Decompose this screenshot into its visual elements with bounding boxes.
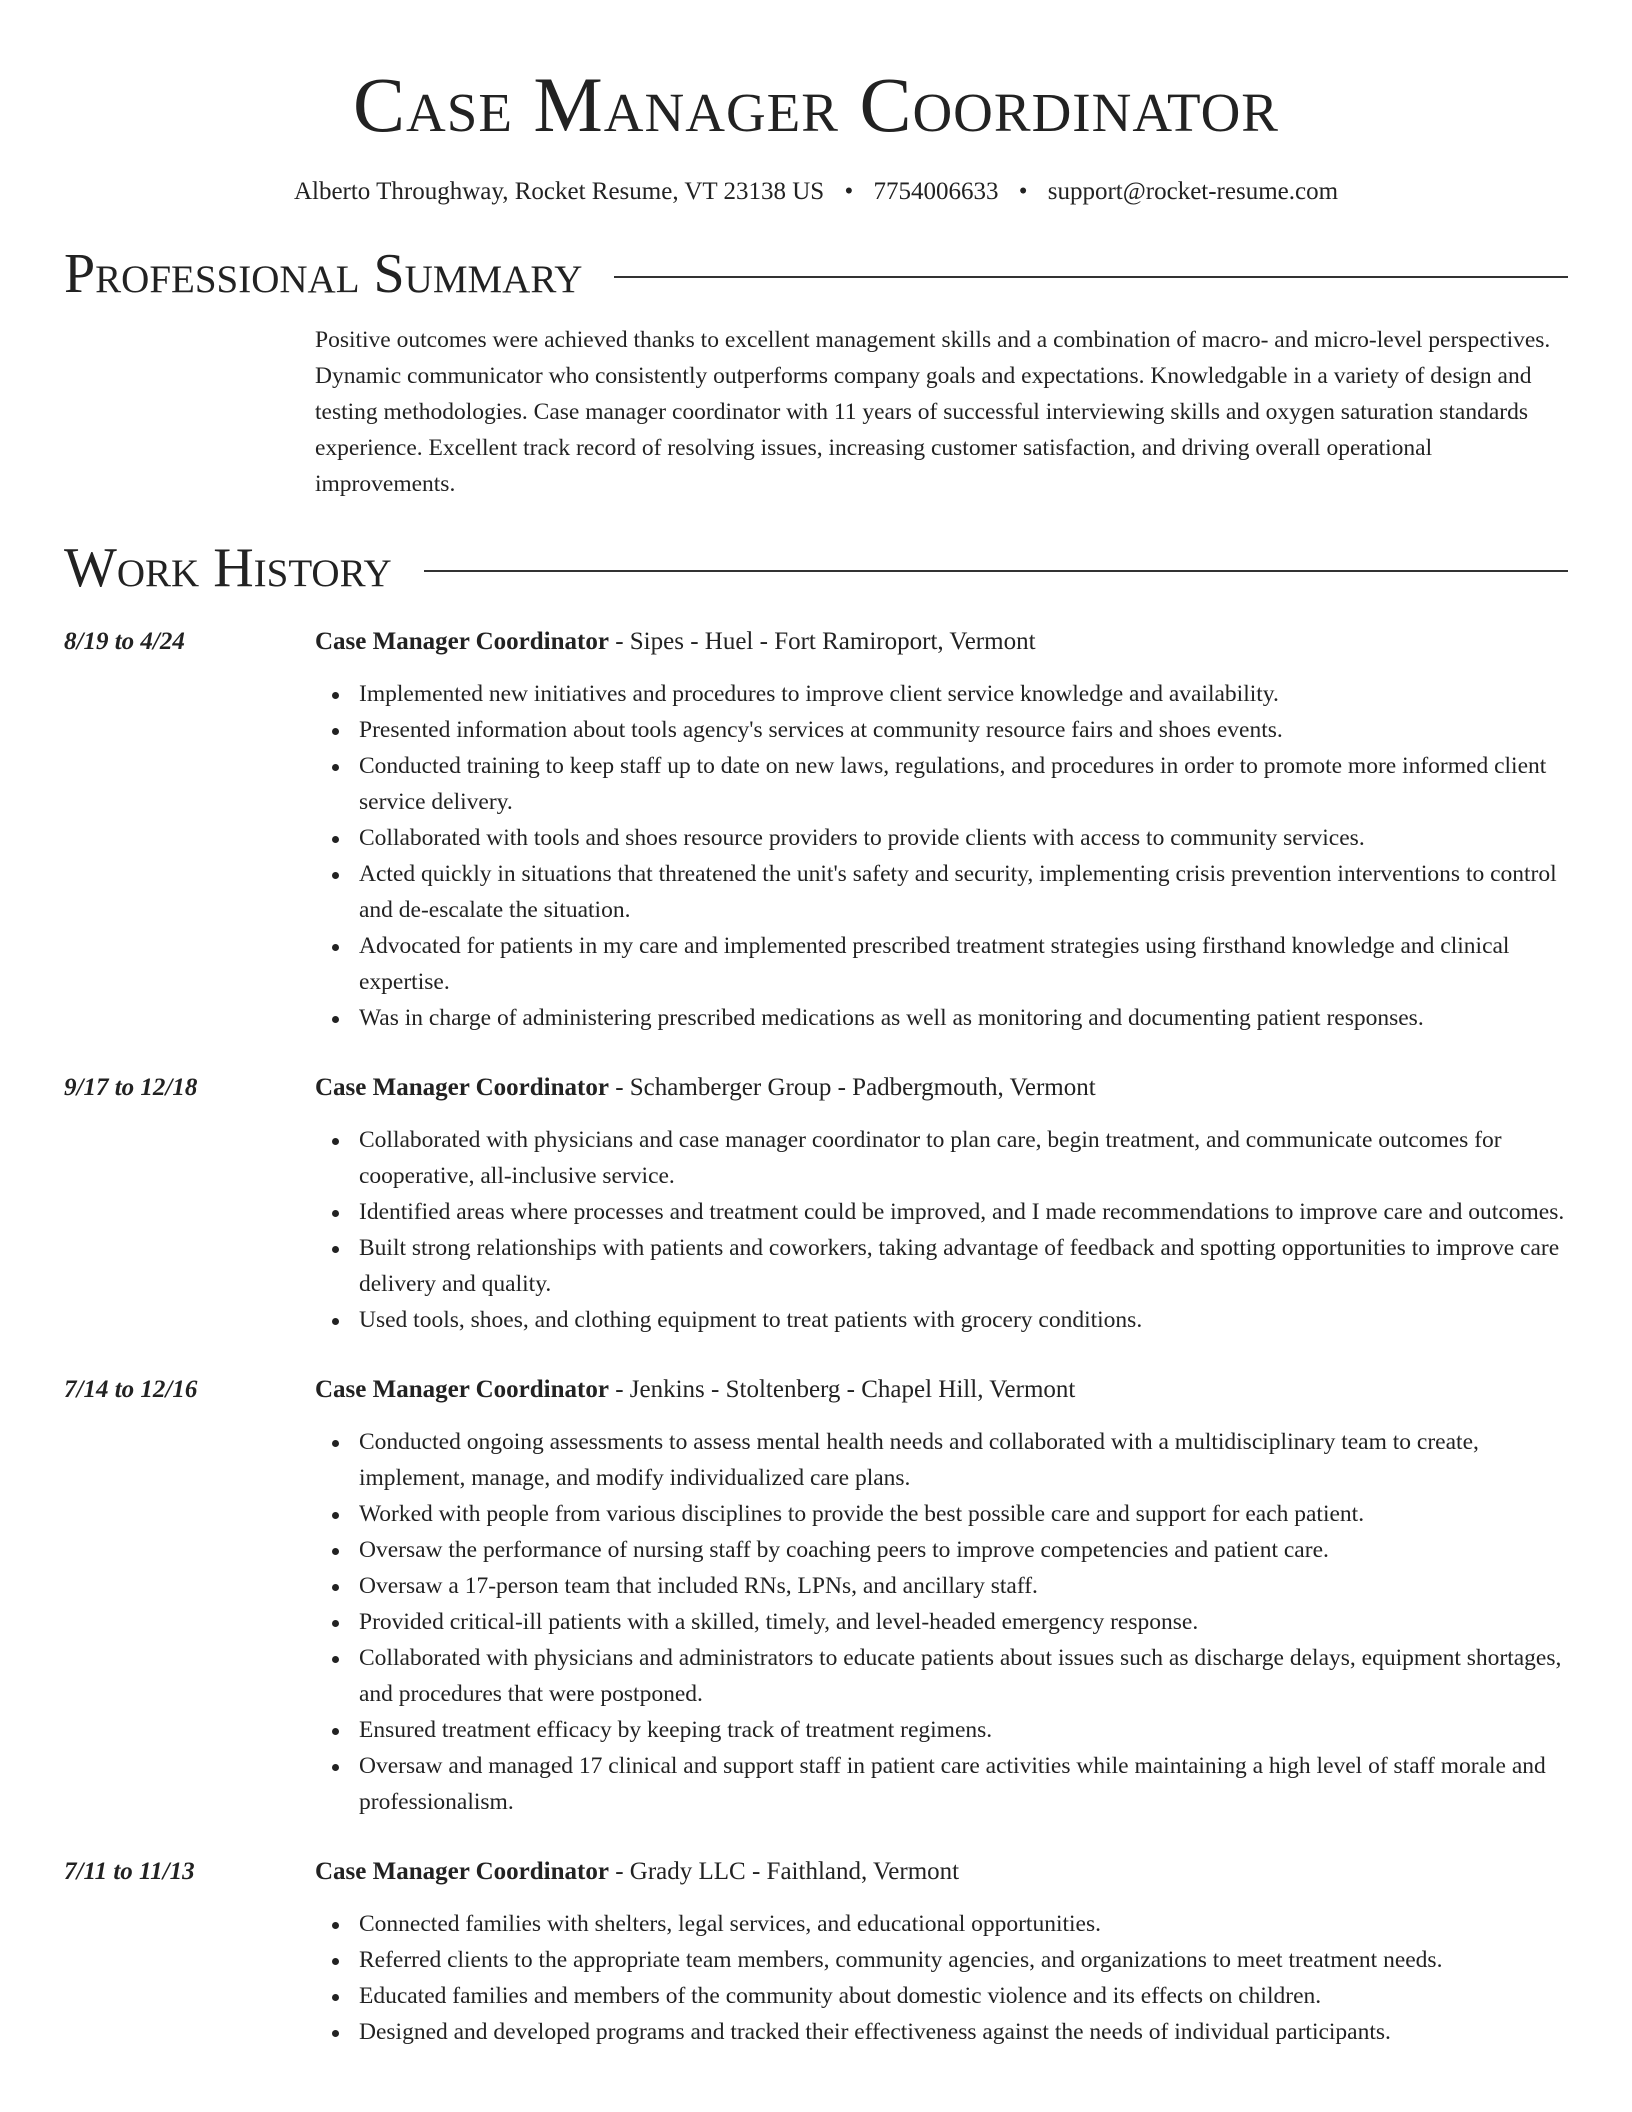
job-bullet-list bbox=[315, 1906, 1568, 2050]
job-heading bbox=[315, 1070, 1568, 1106]
job-entry bbox=[64, 1854, 1568, 2050]
job-heading bbox=[315, 1854, 1568, 1890]
work-history-section-header bbox=[64, 538, 1568, 598]
contact-address: Alberto Throughway, Rocket Resume, VT 23138 US bbox=[293, 178, 825, 205]
job-title: Case Manager Coordinator bbox=[315, 1376, 609, 1403]
job-dates: 7/14 to 12/16 bbox=[64, 1376, 198, 1403]
job-body bbox=[315, 1854, 1568, 2050]
contact-line bbox=[64, 176, 1568, 208]
job-title: Case Manager Coordinator bbox=[315, 1074, 609, 1101]
job-bullet: Oversaw a 17-person team that included RNs, LPNs, and ancillary staff. bbox=[359, 1568, 1568, 1604]
job-bullet: Implemented new initiatives and procedures to improve client service knowledge and availability. bbox=[359, 676, 1568, 712]
job-body bbox=[315, 624, 1568, 1036]
job-dates: 7/11 to 11/13 bbox=[64, 1858, 195, 1885]
job-bullet-list bbox=[315, 1122, 1568, 1338]
job-bullet: Ensured treatment efficacy by keeping track of treatment regimens. bbox=[359, 1712, 1568, 1748]
job-title: Case Manager Coordinator bbox=[315, 1858, 609, 1885]
contact-phone: 7754006633 bbox=[873, 178, 999, 205]
job-entry bbox=[64, 1070, 1568, 1338]
job-employer-location: - Grady LLC - Faithland, Vermont bbox=[608, 1858, 960, 1885]
job-body bbox=[315, 1372, 1568, 1820]
contact-separator: • bbox=[844, 178, 854, 205]
job-bullet: Was in charge of administering prescribed medications as well as monitoring and documenting patient responses. bbox=[359, 1000, 1568, 1036]
job-bullet: Collaborated with tools and shoes resource providers to provide clients with access to community services. bbox=[359, 820, 1568, 856]
job-bullet: Connected families with shelters, legal services, and educational opportunities. bbox=[359, 1906, 1568, 1942]
job-bullet: Oversaw and managed 17 clinical and support staff in patient care activities while maintaining a high level of staff morale and professionalism. bbox=[359, 1748, 1568, 1820]
job-title: Case Manager Coordinator bbox=[315, 628, 609, 655]
section-divider bbox=[424, 570, 1568, 572]
job-entry bbox=[64, 1372, 1568, 1820]
summary-section-header bbox=[64, 244, 1568, 304]
job-bullet: Presented information about tools agency's services at community resource fairs and shoes events. bbox=[359, 712, 1568, 748]
job-bullet: Designed and developed programs and tracked their effectiveness against the needs of individual participants. bbox=[359, 2014, 1568, 2050]
job-bullet: Oversaw the performance of nursing staff by coaching peers to improve competencies and patient care. bbox=[359, 1532, 1568, 1568]
summary-text: Positive outcomes were achieved thanks to excellent management skills and a combination of macro- and micro-level perspectives. Dynamic communicator who consistently outperforms company goals and expectations. Knowledgable in a variety of design and testing methodologies. Case manager coordinator with 11 years of successful interviewing skills and oxygen saturation standards experience. Excellent track record of resolving issues, increasing customer satisfaction, and driving overall operational improvements. bbox=[315, 327, 1551, 497]
job-dates: 8/19 to 4/24 bbox=[64, 628, 185, 655]
job-bullet: Provided critical-ill patients with a skilled, timely, and level-headed emergency response. bbox=[359, 1604, 1568, 1640]
job-bullet: Used tools, shoes, and clothing equipment to treat patients with grocery conditions. bbox=[359, 1302, 1568, 1338]
job-bullet: Conducted training to keep staff up to date on new laws, regulations, and procedures in order to promote more informed client service delivery. bbox=[359, 748, 1568, 820]
job-bullet: Collaborated with physicians and case manager coordinator to plan care, begin treatment, and communicate outcomes for cooperative, all-inclusive service. bbox=[359, 1122, 1568, 1194]
job-bullet-list bbox=[315, 676, 1568, 1036]
job-employer-location: - Sipes - Huel - Fort Ramiroport, Vermont bbox=[608, 628, 1036, 655]
resume-name: Case Manager Coordinator bbox=[353, 61, 1279, 148]
job-bullet: Worked with people from various disciplines to provide the best possible care and support for each patient. bbox=[359, 1496, 1568, 1532]
job-employer-location: - Schamberger Group - Padbergmouth, Vermont bbox=[608, 1074, 1096, 1101]
job-bullet: Conducted ongoing assessments to assess mental health needs and collaborated with a multidisciplinary team to create, implement, manage, and modify individualized care plans. bbox=[359, 1424, 1568, 1496]
section-divider bbox=[614, 276, 1568, 278]
job-bullet-list bbox=[315, 1424, 1568, 1820]
job-body bbox=[315, 1070, 1568, 1338]
work-history-section-title: Work History bbox=[64, 537, 392, 599]
contact-separator: • bbox=[1018, 178, 1028, 205]
job-entry bbox=[64, 624, 1568, 1036]
job-heading bbox=[315, 1372, 1568, 1408]
job-bullet: Identified areas where processes and treatment could be improved, and I made recommendations to improve care and outcomes. bbox=[359, 1194, 1568, 1230]
job-employer-location: - Jenkins - Stoltenberg - Chapel Hill, Vermont bbox=[608, 1376, 1076, 1403]
work-history-list bbox=[64, 624, 1568, 2050]
contact-email: support@rocket-resume.com bbox=[1047, 178, 1339, 205]
job-dates: 9/17 to 12/18 bbox=[64, 1074, 198, 1101]
job-heading bbox=[315, 624, 1568, 660]
job-bullet: Advocated for patients in my care and implemented prescribed treatment strategies using firsthand knowledge and clinical expertise. bbox=[359, 928, 1568, 1000]
job-bullet: Referred clients to the appropriate team members, community agencies, and organizations to meet treatment needs. bbox=[359, 1942, 1568, 1978]
job-bullet: Built strong relationships with patients and coworkers, taking advantage of feedback and spotting opportunities to improve care delivery and quality. bbox=[359, 1230, 1568, 1302]
summary-section-title: Professional Summary bbox=[64, 243, 583, 305]
job-bullet: Collaborated with physicians and administrators to educate patients about issues such as discharge delays, equipment shortages, and procedures that were postponed. bbox=[359, 1640, 1568, 1712]
job-bullet: Educated families and members of the community about domestic violence and its effects on children. bbox=[359, 1978, 1568, 2014]
job-bullet: Acted quickly in situations that threatened the unit's safety and security, implementing crisis prevention interventions to control and de-escalate the situation. bbox=[359, 856, 1568, 928]
